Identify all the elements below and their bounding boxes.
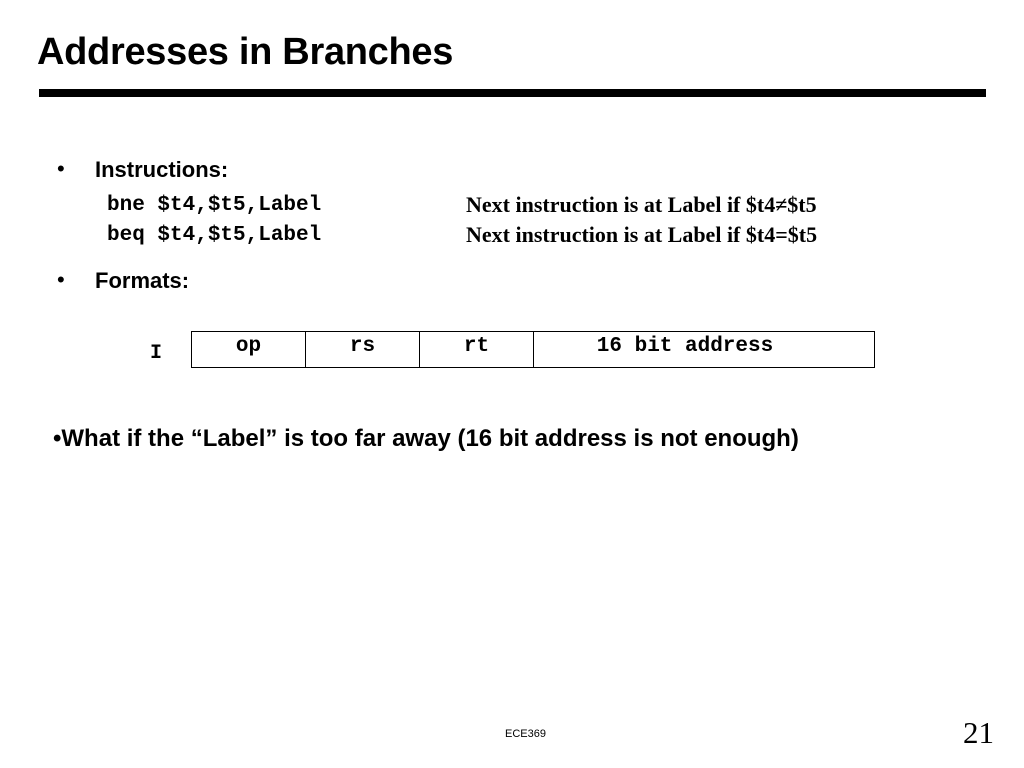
bullet-icon: • [57, 156, 65, 181]
page-number: 21 [963, 715, 994, 750]
instruction-code-beq: beq $t4,$t5,Label [107, 224, 322, 247]
i-format-diagram [191, 331, 875, 368]
bullet-formats-label: Formats: [95, 268, 190, 293]
instruction-description-bne: Next instruction is at Label if $t4≠$t5 [466, 192, 817, 217]
format-type-label: I [150, 342, 163, 365]
instruction-code-bne: bne $t4,$t5,Label [107, 194, 322, 217]
bullet-icon: • [57, 267, 65, 292]
footer-course-code: ECE369 [505, 728, 546, 740]
instruction-description-beq: Next instruction is at Label if $t4=$t5 [466, 222, 818, 247]
format-field-rs: rs [306, 332, 420, 367]
title-divider [39, 89, 986, 97]
slide-title: Addresses in Branches [37, 31, 454, 73]
question-text: •What if the “Label” is too far away (16 bit address is not enough) [53, 425, 799, 452]
format-field-op: op [192, 332, 306, 367]
format-field-address: 16 bit address [596, 335, 774, 358]
format-field-rt: rt [420, 332, 534, 367]
bullet-instructions-label: Instructions: [95, 157, 229, 182]
